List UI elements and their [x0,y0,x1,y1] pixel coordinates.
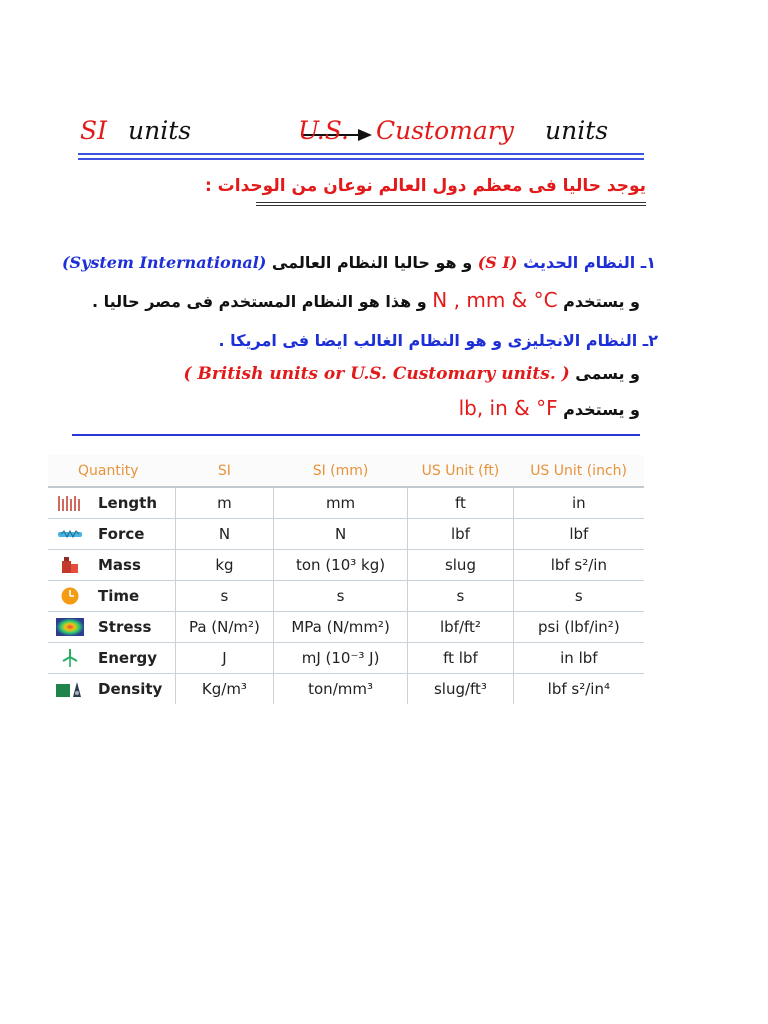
item1-si: (S I) [477,253,518,272]
item2-label: ـ النظام الانجليزى و هو النظام الغالب ايضا فى امريكا . [218,331,649,350]
quantity-label: Force [92,519,176,550]
table-row [48,643,644,674]
cell-si: s [176,581,274,612]
item1-english: (System International) [61,253,267,272]
cell-us-ft: ft [408,487,513,519]
quantity-label: Stress [92,612,176,643]
title-underline-top [78,153,644,155]
stress-map-icon [48,612,92,643]
section-divider [72,434,640,436]
header-si: SI [176,455,274,487]
cell-us-inch: lbf s²/in⁴ [513,674,644,705]
item1-number: ١ [646,253,656,272]
title-customary: Customary [376,116,514,145]
cell-si: Pa (N/m²) [176,612,274,643]
header-si-mm: SI (mm) [273,455,407,487]
cell-us-inch: lbf [513,519,644,550]
item2-line1 [219,331,658,350]
cell-us-ft: slug/ft³ [408,674,513,705]
item1-uses: و يستخدم [563,292,640,311]
cell-si: N [176,519,274,550]
title-si: SI [80,116,108,145]
cell-si-mm: ton/mm³ [273,674,407,705]
intro-underline-2 [256,205,646,206]
item2-english: ( British units or U.S. Customary units. ) [183,364,570,384]
item1-line1 [62,253,656,272]
item1-units: N , mm & °C [432,288,558,312]
density-icon [48,674,92,705]
cell-si: kg [176,550,274,581]
title-units-2: units [545,116,609,145]
spring-icon [48,519,92,550]
cell-us-inch: lbf s²/in [513,550,644,581]
title-units-1: units [128,116,192,145]
cell-us-ft: s [408,581,513,612]
table-row [48,612,644,643]
item1-text: و هو حاليا النظام العالمى [271,253,473,272]
item2-uses: و يستخدم [563,400,640,419]
header-quantity: Quantity [48,455,176,487]
item2-line3 [459,396,640,420]
table-row [48,519,644,550]
item1-line2 [92,288,640,312]
page-title [80,112,640,152]
quantity-label: Time [92,581,176,612]
item2-called: و يسمى [575,364,640,383]
quantity-label: Mass [92,550,176,581]
item1-line2-after: و هذا هو النظام المستخدم فى مصر حاليا . [91,292,427,311]
cell-si-mm: ton (10³ kg) [273,550,407,581]
cell-si: m [176,487,274,519]
cell-si-mm: s [273,581,407,612]
cell-us-inch: psi (lbf/in²) [513,612,644,643]
cell-us-ft: ft lbf [408,643,513,674]
quantity-label: Density [92,674,176,705]
intro-underline-1 [256,202,646,203]
title-underline-bottom [78,158,644,160]
intro-text: يوجد حاليا فى معظم دول العالم نوعان من الوحدات : [204,176,646,196]
cell-us-ft: lbf [408,519,513,550]
cell-us-inch: in [513,487,644,519]
item2-line2 [183,364,640,384]
item2-number: ٢ [648,331,658,350]
quantity-label: Energy [92,643,176,674]
table-row [48,674,644,705]
cell-us-inch: in lbf [513,643,644,674]
table-header-row [48,455,644,487]
clock-icon [48,581,92,612]
wind-turbine-icon [48,643,92,674]
table-row [48,550,644,581]
cell-si-mm: mJ (10⁻³ J) [273,643,407,674]
cell-us-inch: s [513,581,644,612]
header-us-ft: US Unit (ft) [408,455,513,487]
cell-si-mm: MPa (N/mm²) [273,612,407,643]
header-us-inch: US Unit (inch) [513,455,644,487]
ruler-icon [48,487,92,519]
cell-si: Kg/m³ [176,674,274,705]
item1-label: ـ النظام الحديث [523,253,647,272]
cell-si-mm: N [273,519,407,550]
cell-us-ft: lbf/ft² [408,612,513,643]
cell-si-mm: mm [273,487,407,519]
cell-si: J [176,643,274,674]
table-row [48,487,644,519]
table-row [48,581,644,612]
item2-units: lb, in & °F [458,396,558,420]
quantity-label: Length [92,487,176,519]
units-table [48,455,644,704]
weight-icon [48,550,92,581]
title-us: U.S. [298,116,349,145]
cell-us-ft: slug [408,550,513,581]
